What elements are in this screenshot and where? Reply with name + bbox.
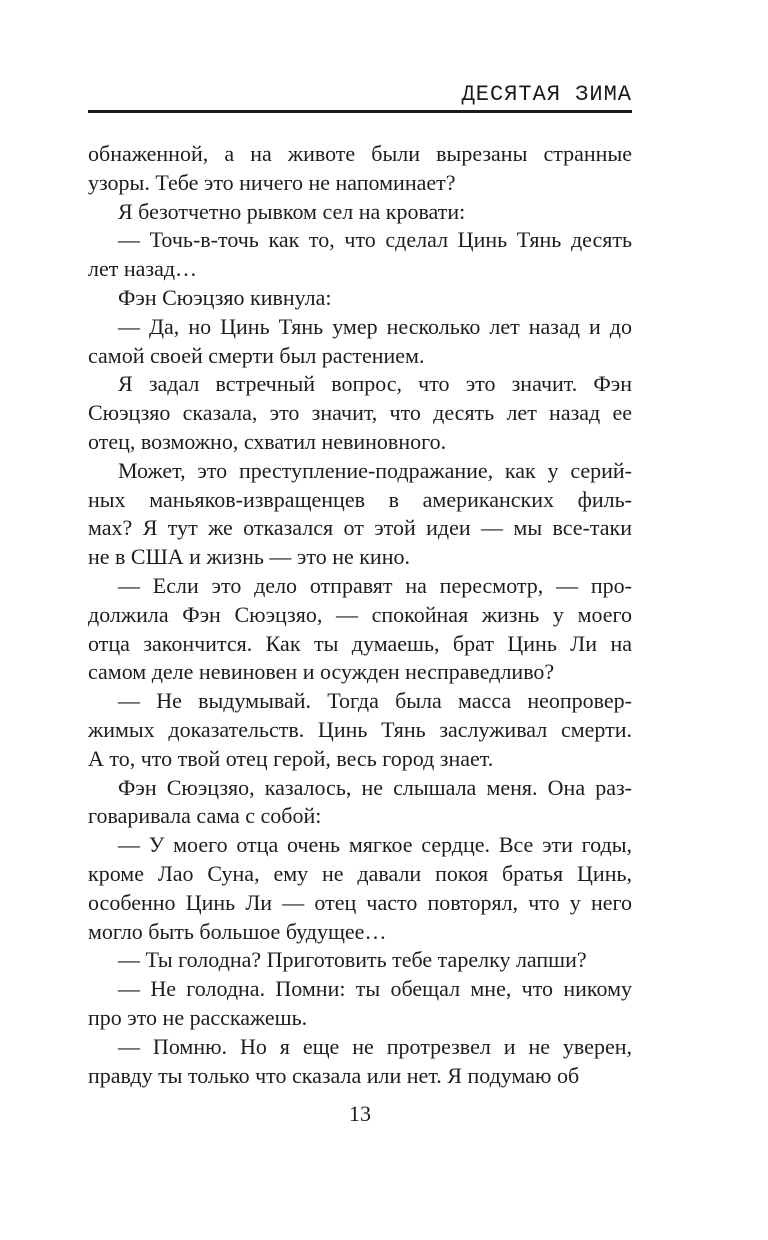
text-line: Я задал встречный вопрос, что это значит. Фэн: [118, 371, 632, 397]
text-line: отца закончится. Как ты думаешь, брат Цинь Ли на: [88, 630, 632, 656]
text-line: — Ты голодна? Приготовить тебе тарелку лапши?: [118, 947, 587, 973]
text-line: мах? Я тут же отказался от этой идеи — мы все-таки: [88, 515, 632, 541]
text-line: Фэн Сюэцзяо кивнула:: [118, 284, 332, 310]
paragraph: [88, 284, 632, 313]
text-line: — Если это дело отправят на пересмотр, — про-: [118, 572, 632, 598]
text-line: кроме Лао Суна, ему не давали покоя братья Цинь,: [88, 860, 632, 886]
text-line: не в США и жизнь — это не кино.: [88, 544, 410, 570]
paragraph: [88, 198, 632, 227]
text-line: жимых доказательств. Цинь Тянь заслуживал смерти.: [88, 716, 632, 742]
paragraph: [88, 572, 632, 687]
text-line: говаривала сама с собой:: [88, 803, 322, 829]
paragraph: [88, 370, 632, 456]
text-line: про это не расскажешь.: [88, 1004, 308, 1030]
text-line: правду ты только что сказала или нет. Я подумаю об: [88, 1062, 580, 1088]
text-line: узоры. Тебе это ничего не напоминает?: [88, 169, 456, 195]
paragraph: [88, 1033, 632, 1091]
paragraph: [88, 946, 632, 975]
page-text: [88, 140, 632, 1090]
text-line: самом деле невиновен и осужден несправедливо?: [88, 659, 555, 685]
text-column: [88, 0, 632, 1240]
text-line: — Точь-в-точь как то, что сделал Цинь Тянь десять: [118, 227, 632, 253]
paragraph: [88, 687, 632, 773]
text-line: ных маньяков-извращенцев в американских филь-: [88, 486, 632, 512]
text-line: — Да, но Цинь Тянь умер несколько лет назад и до: [118, 313, 632, 339]
paragraph: [88, 313, 632, 371]
text-line: Сюэцзяо сказала, это значит, что десять лет назад ее: [88, 400, 632, 426]
text-line: самой своей смерти был растением.: [88, 342, 425, 368]
header-rule: [88, 110, 632, 113]
text-line: особенно Цинь Ли — отец часто повторял, что у него: [88, 889, 632, 915]
text-line: — Помню. Но я еще не протрезвел и не уверен,: [118, 1033, 632, 1059]
text-line: Может, это преступление-подражание, как у серий-: [118, 457, 632, 483]
text-line: отец, возможно, схватил невиновного.: [88, 428, 447, 454]
text-line: А то, что твой отец герой, весь город знает.: [88, 745, 494, 771]
running-header: ДЕСЯТАЯ ЗИМА: [461, 82, 632, 107]
text-line: — Не выдумывай. Тогда была масса неопровер-: [118, 688, 632, 714]
paragraph: [88, 457, 632, 572]
text-line: — Не голодна. Помни: ты обещал мне, что никому: [118, 976, 632, 1002]
paragraph: [88, 831, 632, 946]
paragraph: [88, 140, 632, 198]
text-line: могло быть большое будущее…: [88, 918, 387, 944]
paragraph: [88, 774, 632, 832]
text-line: обнаженной, а на животе были вырезаны странные: [88, 141, 632, 166]
text-line: Фэн Сюэцзяо, казалось, не слышала меня. Она раз-: [118, 774, 632, 800]
paragraph: [88, 975, 632, 1033]
page-number: 13: [349, 1101, 371, 1126]
text-line: Я безотчетно рывком сел на кровати:: [118, 198, 466, 224]
text-line: лет назад…: [88, 256, 198, 282]
text-line: — У моего отца очень мягкое сердце. Все эти годы,: [118, 832, 632, 858]
paragraph: [88, 226, 632, 284]
text-line: должила Фэн Сюэцзяо, — спокойная жизнь у моего: [88, 601, 632, 627]
